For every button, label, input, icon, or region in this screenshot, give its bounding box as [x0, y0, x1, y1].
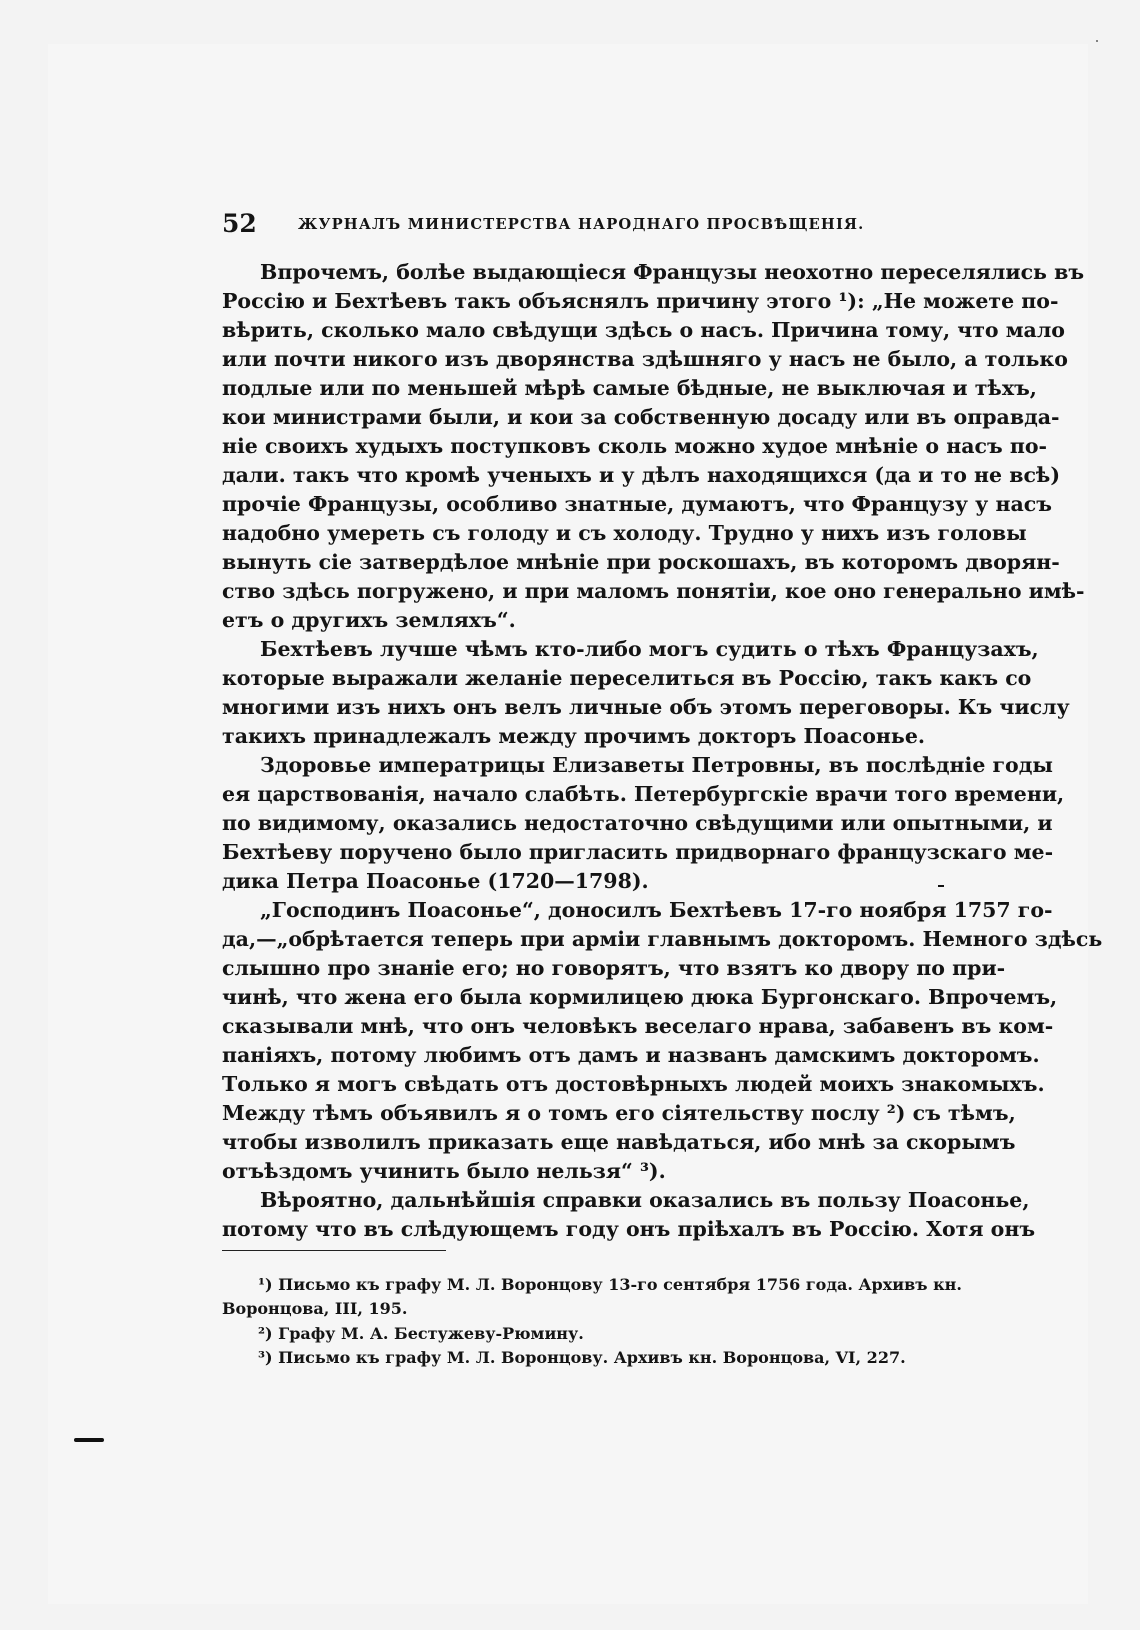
footnote: ¹) Письмо къ графу М. Л. Воронцову 13-го сентября 1756 года. Архивъ кн. [258, 1275, 962, 1294]
text-line: „Господинъ Поасонье“, доносилъ Бехтѣевъ 17-го ноября 1757 го- [260, 898, 1053, 922]
text-line: кои министрами были, и кои за собственную досаду или въ оправда- [222, 405, 1060, 429]
text-line: Впрочемъ, болѣе выдающіеся Французы неохотно переселялись въ [260, 260, 1085, 284]
text-line: чинѣ, что жена его была кормилицею дюка Бургонскаго. Впрочемъ, [222, 985, 1058, 1009]
text-line: вынуть сіе затвердѣлое мнѣніе при роскошахъ, въ которомъ дворян- [222, 550, 1060, 574]
footnote-separator [222, 1250, 446, 1251]
text-line: вѣрить, сколько мало свѣдущи здѣсь о насъ. Причина тому, что мало [222, 318, 1065, 342]
text-line: Бехтѣевъ лучше чѣмъ кто-либо могъ судить о тѣхъ Французахъ, [260, 637, 1039, 661]
scan-margin-dot [938, 885, 944, 887]
text-line: Между тѣмъ объявилъ я о томъ его сіятельству послу ²) съ тѣмъ, [222, 1101, 1016, 1125]
text-line: Здоровье императрицы Елизаветы Петровны, въ послѣдніе годы [260, 753, 1053, 777]
text-line: надобно умереть съ голоду и съ холоду. Трудно у нихъ изъ головы [222, 521, 1027, 545]
text-line: Вѣроятно, дальнѣйшія справки оказались въ пользу Поасонье, [260, 1188, 1030, 1212]
text-line: паніяхъ, потому любимъ отъ дамъ и названъ дамскимъ докторомъ. [222, 1043, 1040, 1067]
text-line: которые выражали желаніе переселиться въ Россію, такъ какъ со [222, 666, 1032, 690]
text-line: отъѣздомъ учинить было нельзя“ ³). [222, 1159, 666, 1183]
text-line: прочіе Французы, особливо знатные, думаютъ, что Французу у насъ [222, 492, 1052, 516]
text-line: чтобы изволилъ приказать еще навѣдаться, ибо мнѣ за скорымъ [222, 1130, 1016, 1154]
text-line: Только я могъ свѣдать отъ достовѣрныхъ людей моихъ знакомыхъ. [222, 1072, 1045, 1096]
text-line: ніе своихъ худыхъ поступковъ сколь можно худое мнѣніе о насъ по- [222, 434, 1048, 458]
text-line: такихъ принадлежалъ между прочимъ докторъ Поасонье. [222, 724, 926, 748]
text-line: многими изъ нихъ онъ велъ личные объ этомъ переговоры. Къ числу [222, 695, 1070, 719]
text-line: дика Петра Поасонье (1720—1798). [222, 869, 649, 893]
page-header [222, 209, 942, 243]
text-line: да,—„обрѣтается теперь при арміи главнымъ докторомъ. Немного здѣсь [222, 927, 1103, 951]
page-number: 52 [222, 209, 257, 238]
text-line: ство здѣсь погружено, и при маломъ понятіи, кое оно генерально имѣ- [222, 579, 1085, 603]
running-head: ЖУРНАЛЪ МИНИСТЕРСТВА НАРОДНАГО ПРОСВѢЩЕНІЯ. [298, 215, 865, 233]
text-line: дали. такъ что кромѣ ученыхъ и у дѣлъ находящихся (да и то не всѣ) [222, 463, 1061, 487]
text-line: потому что въ слѣдующемъ году онъ пріѣхалъ въ Россію. Хотя онъ [222, 1217, 1036, 1241]
text-line: слышно про знаніе его; но говорятъ, что взятъ ко двору по при- [222, 956, 1006, 980]
text-line: или почти никого изъ дворянства здѣшняго у насъ не было, а только [222, 347, 1068, 371]
scan-margin-dot [1096, 40, 1098, 42]
footnote: Воронцова, III, 195. [222, 1299, 408, 1318]
text-line: по видимому, оказались недостаточно свѣдущими или опытными, и [222, 811, 1053, 835]
text-line: Россію и Бехтѣевъ такъ объяснялъ причину этого ¹): „Не можете по- [222, 289, 1059, 313]
text-line: Бехтѣеву поручено было пригласить придворнаго французскаго ме- [222, 840, 1054, 864]
scan-margin-mark [74, 1438, 104, 1442]
footnote: ³) Письмо къ графу М. Л. Воронцову. Архивъ кн. Воронцова, VI, 227. [258, 1348, 906, 1367]
text-line: подлые или по меньшей мѣрѣ самые бѣдные, не выключая и тѣхъ, [222, 376, 1037, 400]
text-line: етъ о другихъ земляхъ“. [222, 608, 516, 632]
text-line: сказывали мнѣ, что онъ человѣкъ веселаго нрава, забавенъ въ ком- [222, 1014, 1054, 1038]
text-line: ея царствованія, начало слабѣть. Петербургскіе врачи того времени, [222, 782, 1065, 806]
footnote: ²) Графу М. А. Бестужеву-Рюмину. [258, 1324, 584, 1343]
